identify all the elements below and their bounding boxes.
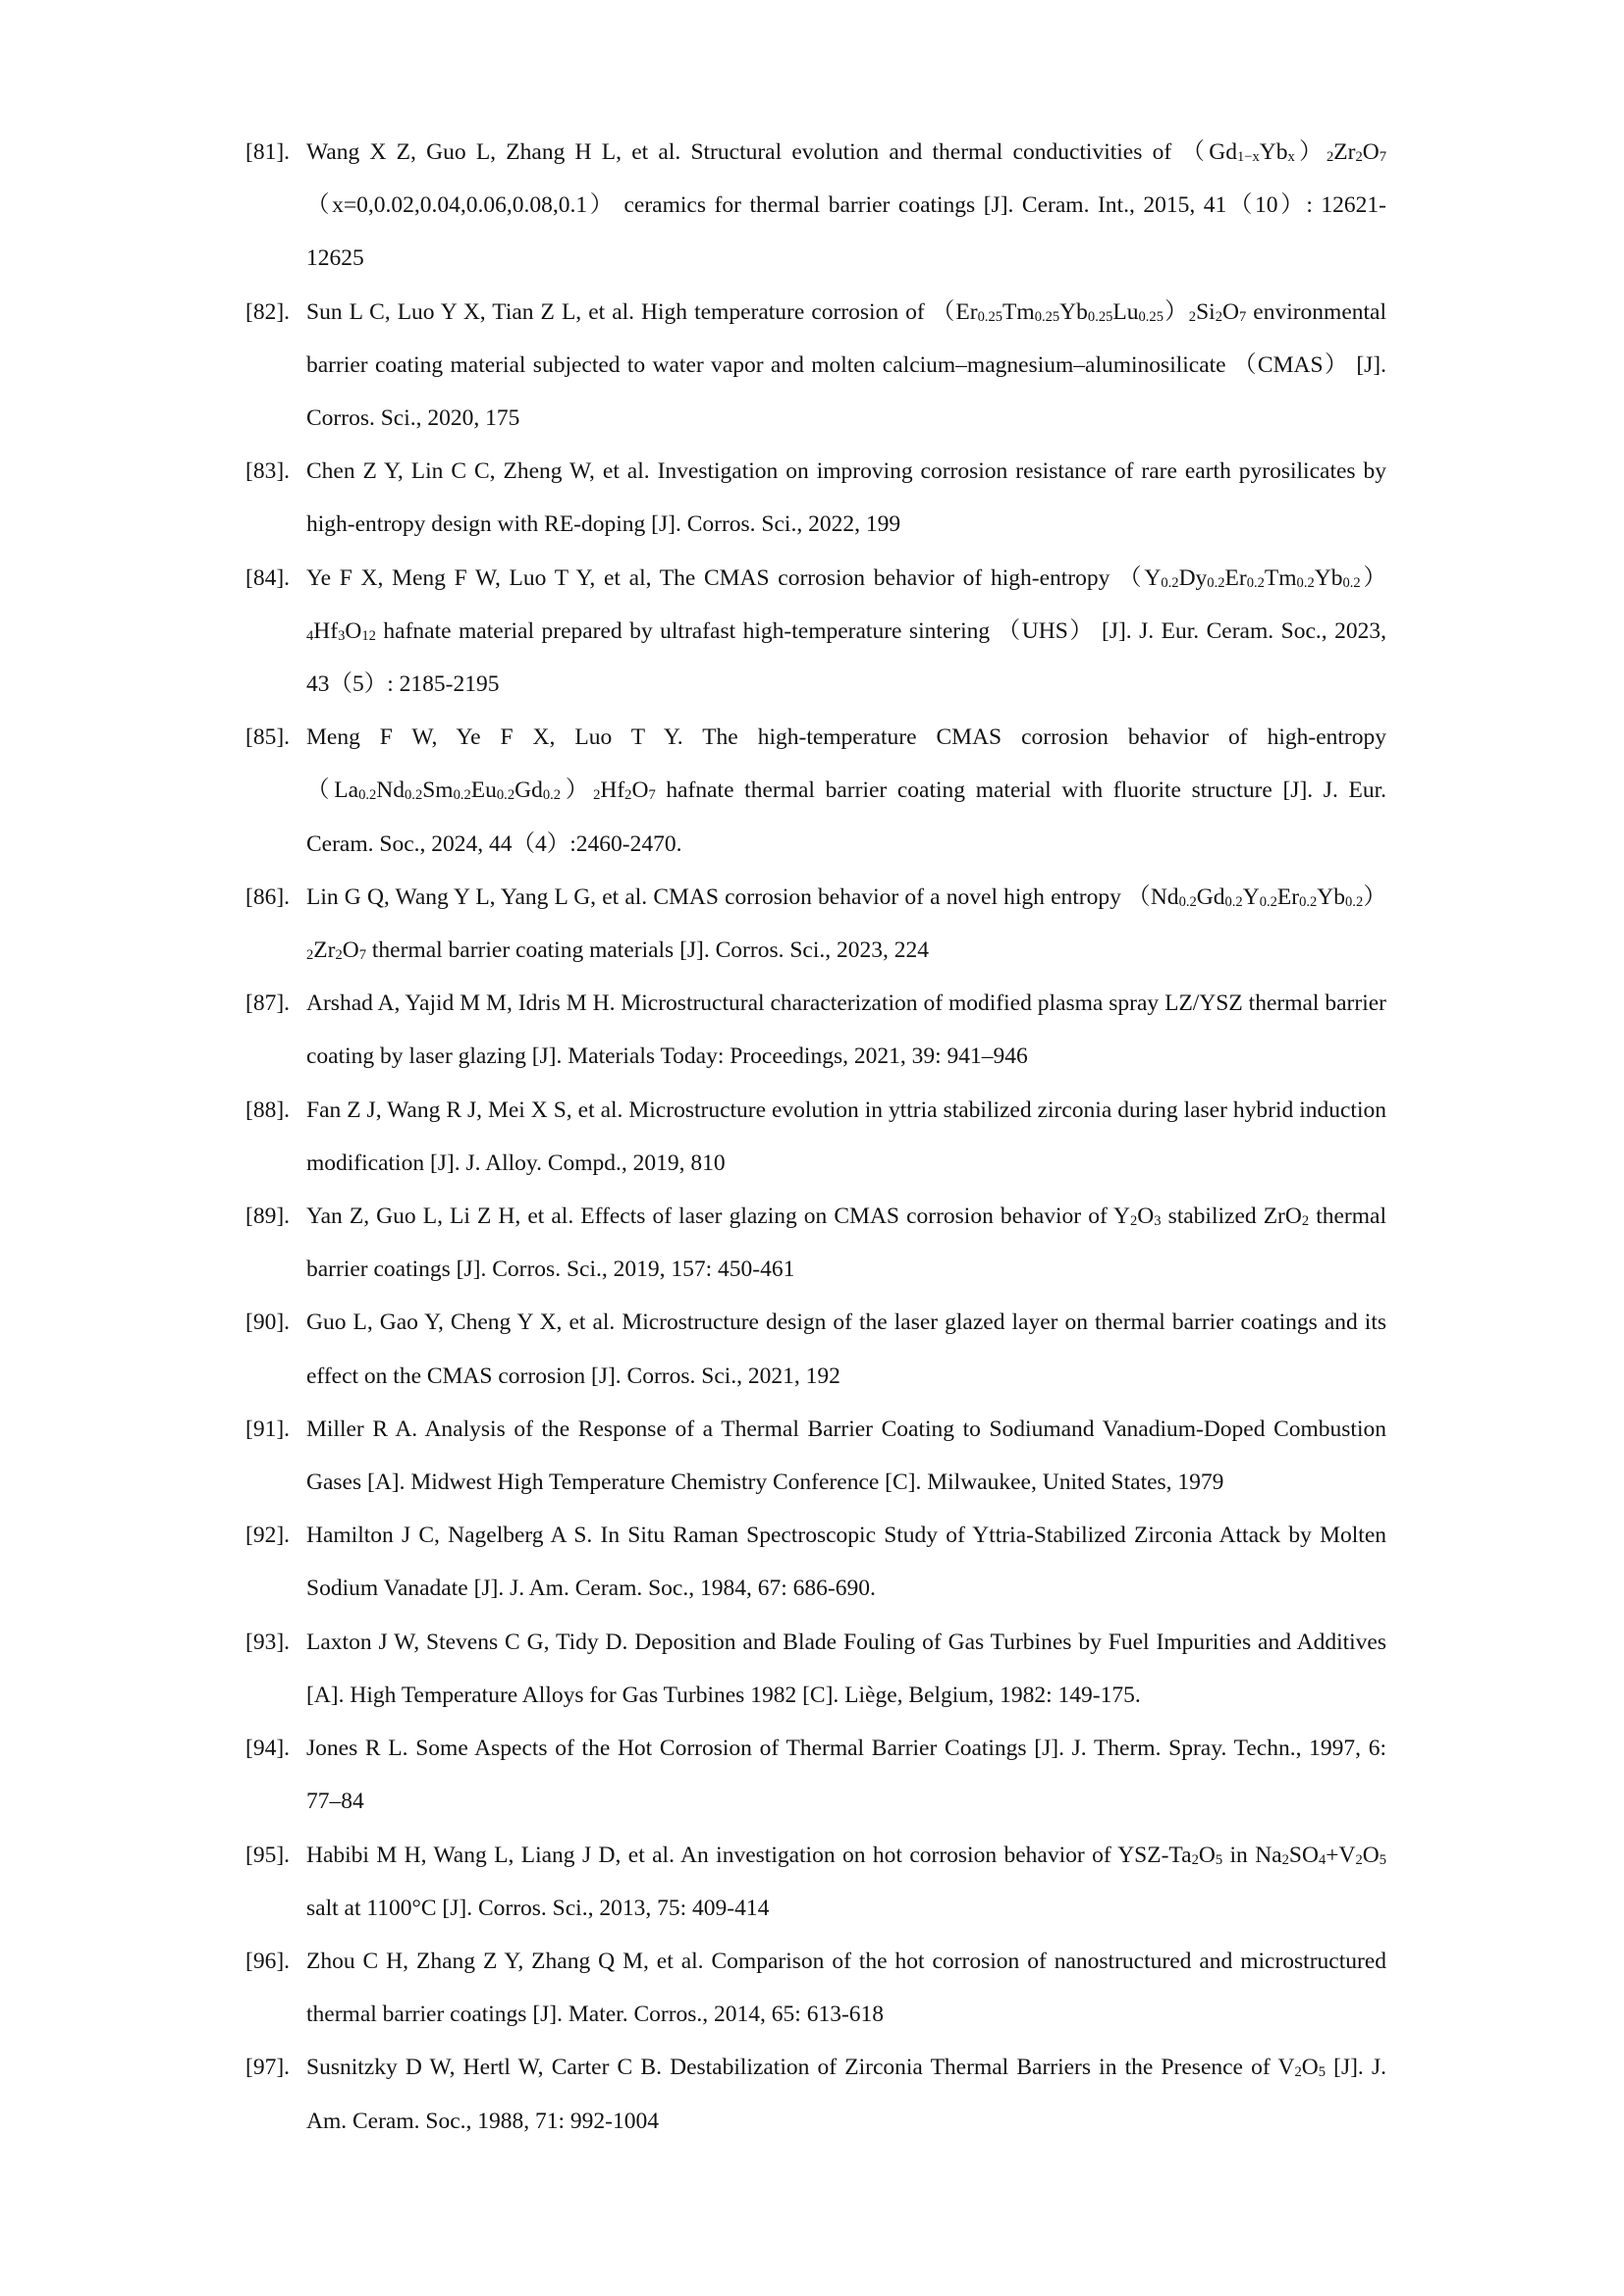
reference-text: Susnitzky D W, Hertl W, Carter C B. Destabilization of Zirconia Thermal Barriers in the Presence of $V_2O_5$ [J]. J. Am. Ceram. Soc., 1988, 71: 992-1004 bbox=[306, 2055, 1386, 2134]
reference-text: Habibi M H, Wang L, Liang J D, et al. An investigation on hot corrosion behavior of YSZ-$Ta_2O_5$ in $Na_2SO_4+V_2O_5$ salt at 1100°C [J]. Corros. Sci., 2013, 75: 409-414 bbox=[306, 1842, 1387, 1921]
reference-text: Chen Z Y, Lin C C, Zheng W, et al. Investigation on improving corrosion resistance of rare earth pyrosilicates by high-entropy design with RE-doping [J]. Corros. Sci., 2022, 199 bbox=[306, 458, 1386, 538]
reference-text: Meng F W, Ye F X, Luo T Y. The high-temperature CMAS corrosion behavior of high-entropy $(La_{0.2}Nd_{0.2}Sm_{0.2}Eu_{0.2}Gd_{0.2})_2Hf_2O_7$ hafnate thermal barrier coating material with fluorite structure [J]. J. Eur. Ceram. Soc., 2024, 44（4）:2460-2470. bbox=[306, 724, 1386, 857]
reference-text: Guo L, Gao Y, Cheng Y X, et al. Microstructure design of the laser glazed layer on thermal barrier coatings and its effect on the CMAS corrosion [J]. Corros. Sci., 2021, 192 bbox=[306, 1309, 1386, 1389]
reference-item bbox=[245, 2041, 1386, 2147]
reference-item bbox=[245, 286, 1386, 446]
reference-text: Zhou C H, Zhang Z Y, Zhang Q M, et al. Comparison of the hot corrosion of nanostructured and microstructured thermal barrier coatings [J]. Mater. Corros., 2014, 65: 613-618 bbox=[306, 1948, 1386, 2028]
reference-item bbox=[245, 1403, 1386, 1509]
reference-number: [92]. bbox=[245, 1522, 291, 1549]
reference-number: [88]. bbox=[245, 1096, 291, 1123]
reference-number: [89]. bbox=[245, 1203, 291, 1230]
reference-text: Hamilton J C, Nagelberg A S. In Situ Raman Spectroscopic Study of Yttria-Stabilized Zirconia Attack by Molten Sodium Vanadate [J]. J. Am. Ceram. Soc., 1984, 67: 686-690. bbox=[306, 1522, 1386, 1602]
reference-item bbox=[245, 871, 1386, 977]
reference-number: [97]. bbox=[245, 2055, 291, 2081]
reference-list bbox=[245, 126, 1386, 2148]
reference-number: [91]. bbox=[245, 1415, 291, 1442]
reference-text: Laxton J W, Stevens C G, Tidy D. Deposition and Blade Fouling of Gas Turbines by Fuel Impurities and Additives [A]. High Temperature Alloys for Gas Turbines 1982 [C]. Liège, Belgium, 1982: 149-175. bbox=[306, 1629, 1386, 1708]
reference-item bbox=[245, 1509, 1386, 1615]
reference-text: Lin G Q, Wang Y L, Yang L G, et al. CMAS corrosion behavior of a novel high entropy $(Nd_{0.2}Gd_{0.2}Y_{0.2}Er_{0.2}Yb_{0.2})_2Zr_2O_7$ thermal barrier coating materials [J]. Corros. Sci., 2023, 224 bbox=[306, 883, 1387, 964]
reference-item bbox=[245, 1722, 1386, 1828]
reference-item bbox=[245, 445, 1386, 551]
reference-item bbox=[245, 1616, 1386, 1722]
reference-text: Yan Z, Guo L, Li Z H, et al. Effects of laser glazing on CMAS corrosion behavior of $Y_2O_3$ stabilized ZrO$_2$ thermal barrier coatings [J]. Corros. Sci., 2019, 157: 450-461 bbox=[306, 1203, 1386, 1283]
reference-number: [86]. bbox=[245, 883, 291, 910]
reference-item bbox=[245, 1829, 1386, 1935]
reference-text: Ye F X, Meng F W, Luo T Y, et al, The CMAS corrosion behavior of high-entropy $(Y_{0.2}Dy_{0.2}Er_{0.2}Tm_{0.2}Yb_{0.2})_4Hf_3O_{12}$ hafnate material prepared by ultrafast high-temperature sintering （UHS） [J]. J. Eur. Ceram. Soc., 2023, 43（5）: 2185-2195 bbox=[306, 564, 1387, 698]
reference-text: Fan Z J, Wang R J, Mei X S, et al. Microstructure evolution in yttria stabilized zirconia during laser hybrid induction modification [J]. J. Alloy. Compd., 2019, 810 bbox=[306, 1096, 1386, 1176]
reference-number: [95]. bbox=[245, 1842, 291, 1868]
reference-number: [87]. bbox=[245, 990, 291, 1017]
reference-number: [96]. bbox=[245, 1948, 291, 1974]
reference-item bbox=[245, 977, 1386, 1083]
reference-number: [81]. bbox=[245, 139, 291, 165]
reference-number: [93]. bbox=[245, 1629, 291, 1655]
reference-text: Jones R L. Some Aspects of the Hot Corrosion of Thermal Barrier Coatings [J]. J. Therm. Spray. Techn., 1997, 6: 77–84 bbox=[306, 1735, 1386, 1815]
reference-item bbox=[245, 1190, 1386, 1296]
reference-text: Wang X Z, Guo L, Zhang H L, et al. Structural evolution and thermal conductivities of $(Gd_{1-x}Yb_x)_2Zr_2O_7$ （x=0,0.02,0.04,0.06,0.08,0.1） ceramics for thermal barrier coatings [J]. Ceram. Int., 2015, 41（10）: 12621-12625 bbox=[306, 139, 1386, 272]
reference-item bbox=[245, 126, 1386, 286]
reference-number: [90]. bbox=[245, 1309, 291, 1336]
reference-item bbox=[245, 1296, 1386, 1402]
reference-number: [84]. bbox=[245, 564, 291, 591]
reference-item bbox=[245, 1084, 1386, 1190]
reference-number: [94]. bbox=[245, 1735, 291, 1762]
reference-text: Arshad A, Yajid M M, Idris M H. Microstructural characterization of modified plasma spray LZ/YSZ thermal barrier coating by laser glazing [J]. Materials Today: Proceedings, 2021, 39: 941–946 bbox=[306, 990, 1386, 1070]
reference-text: Miller R A. Analysis of the Response of a Thermal Barrier Coating to Sodiumand Vanadium-Doped Combustion Gases [A]. Midwest High Temperature Chemistry Conference [C]. Milwaukee, United States, 1979 bbox=[306, 1415, 1386, 1496]
reference-number: [82]. bbox=[245, 298, 291, 325]
reference-text: Sun L C, Luo Y X, Tian Z L, et al. High temperature corrosion of $(Er_{0.25}Tm_{0.25}Yb_{0.25}Lu_{0.25})_2Si_2O_7$ environmental barrier coating material subjected to water vapor and molten calcium–magnesium–aluminosilicate （CMAS） [J]. Corros. Sci., 2020, 175 bbox=[306, 298, 1386, 432]
reference-number: [85]. bbox=[245, 724, 291, 751]
reference-number: [83]. bbox=[245, 458, 291, 485]
reference-item bbox=[245, 1935, 1386, 2041]
reference-item bbox=[245, 552, 1386, 712]
reference-item bbox=[245, 711, 1386, 871]
